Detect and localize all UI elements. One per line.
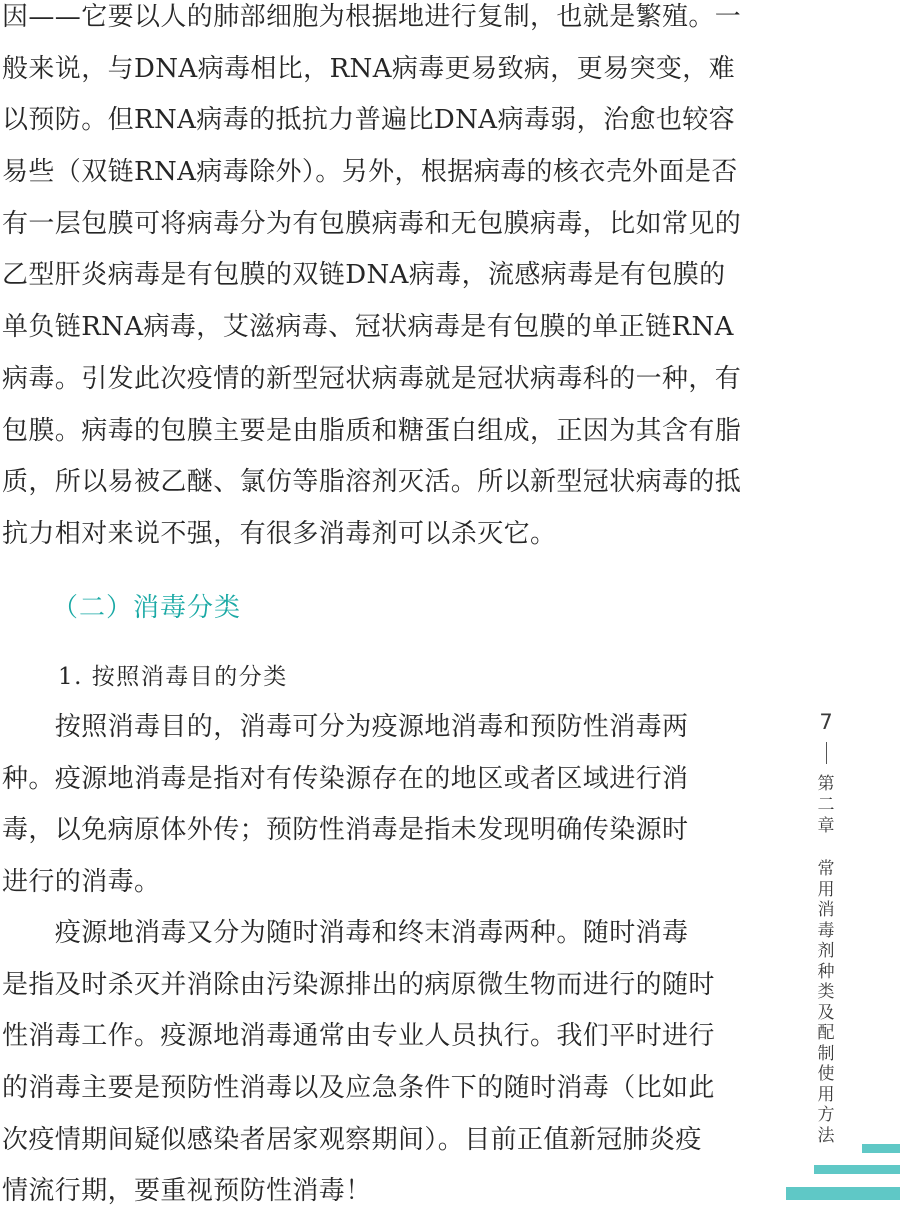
text-line: 进行的消毒。 <box>2 867 161 898</box>
chapter-number-char: 第 <box>817 774 835 794</box>
text-line: 病毒。引发此次疫情的新型冠状病毒就是冠状病毒科的一种，有 <box>2 363 742 394</box>
decorative-bar <box>786 1187 900 1200</box>
text-line: 按照消毒目的，消毒可分为疫源地消毒和预防性消毒两 <box>2 712 689 742</box>
chapter-number-char: 二 <box>817 795 835 815</box>
text-line: 疫源地消毒又分为随时消毒和终末消毒两种。随时消毒 <box>2 918 689 948</box>
text-line: 的消毒主要是预防性消毒以及应急条件下的随时消毒（比如此 <box>2 1073 715 1104</box>
divider <box>826 742 827 764</box>
source-disinfection-paragraph <box>2 908 752 1218</box>
text-line: 以预防。但RNA病毒的抵抗力普遍比DNA病毒弱，治愈也较容 <box>2 105 736 136</box>
text-line: 情流行期，要重视预防性消毒！ <box>2 1176 372 1207</box>
margin-running-head <box>813 708 839 1146</box>
chapter-title-char: 及 <box>817 1002 835 1023</box>
intro-paragraph <box>2 0 752 561</box>
text-line: 次疫情期间疑似感染者居家观察期间）。目前正值新冠肺炎疫 <box>2 1124 702 1155</box>
decorative-bar <box>862 1144 900 1153</box>
text-line: 毒，以免病原体外传；预防性消毒是指未发现明确传染源时 <box>2 815 689 846</box>
chapter-number-char: 章 <box>817 816 835 836</box>
text-line: 质，所以易被乙醚、氯仿等脂溶剂灭活。所以新型冠状病毒的抵 <box>2 467 742 498</box>
text-line: 乙型肝炎病毒是有包膜的双链DNA病毒，流感病毒是有包膜的 <box>2 260 726 291</box>
text-line: 种。疫源地消毒是指对有传染源存在的地区或者区域进行消 <box>2 763 689 794</box>
text-line: 般来说，与DNA病毒相比，RNA病毒更易致病，更易突变，难 <box>2 53 736 84</box>
text-line: 因——它要以人的肺部细胞为根据地进行复制，也就是繁殖。一 <box>2 2 742 32</box>
text-line: 易些（双链RNA病毒除外）。另外，根据病毒的核衣壳外面是否 <box>2 157 738 188</box>
chapter-title-char: 毒 <box>817 920 835 941</box>
chapter-title-char: 常 <box>817 859 835 879</box>
chapter-title-char: 制 <box>817 1043 835 1064</box>
chapter-title-char: 用 <box>817 879 835 900</box>
chapter-title-char: 剂 <box>817 941 835 961</box>
text-line: 是指及时杀灭并消除由污染源排出的病原微生物而进行的随时 <box>2 969 715 1000</box>
text-line: 性消毒工作。疫源地消毒通常由专业人员执行。我们平时进行 <box>2 1021 715 1052</box>
chapter-number <box>813 774 839 837</box>
text-line: 包膜。病毒的包膜主要是由脂质和糖蛋白组成，正因为其含有脂 <box>2 415 742 446</box>
chapter-title-char: 使 <box>817 1064 835 1084</box>
chapter-title-char: 消 <box>817 900 835 920</box>
sub-heading: 1. 按照消毒目的分类 <box>58 664 288 690</box>
chapter-title-char: 方 <box>817 1105 835 1125</box>
page-number: 7 <box>819 710 833 734</box>
decorative-bar <box>814 1165 900 1174</box>
chapter-title-char: 配 <box>817 1023 835 1043</box>
chapter-title-char: 类 <box>817 982 835 1002</box>
text-line: 有一层包膜可将病毒分为有包膜病毒和无包膜病毒，比如常见的 <box>2 208 742 239</box>
chapter-title-char: 种 <box>817 961 835 982</box>
text-line: 单负链RNA病毒，艾滋病毒、冠状病毒是有包膜的单正链RNA <box>2 312 734 343</box>
chapter-title <box>813 859 839 1146</box>
section-heading: （二）消毒分类 <box>52 593 242 623</box>
text-line: 抗力相对来说不强，有很多消毒剂可以杀灭它。 <box>2 518 557 549</box>
purpose-paragraph <box>2 702 752 909</box>
chapter-title-char: 法 <box>817 1125 835 1146</box>
chapter-title-char: 用 <box>817 1084 835 1105</box>
